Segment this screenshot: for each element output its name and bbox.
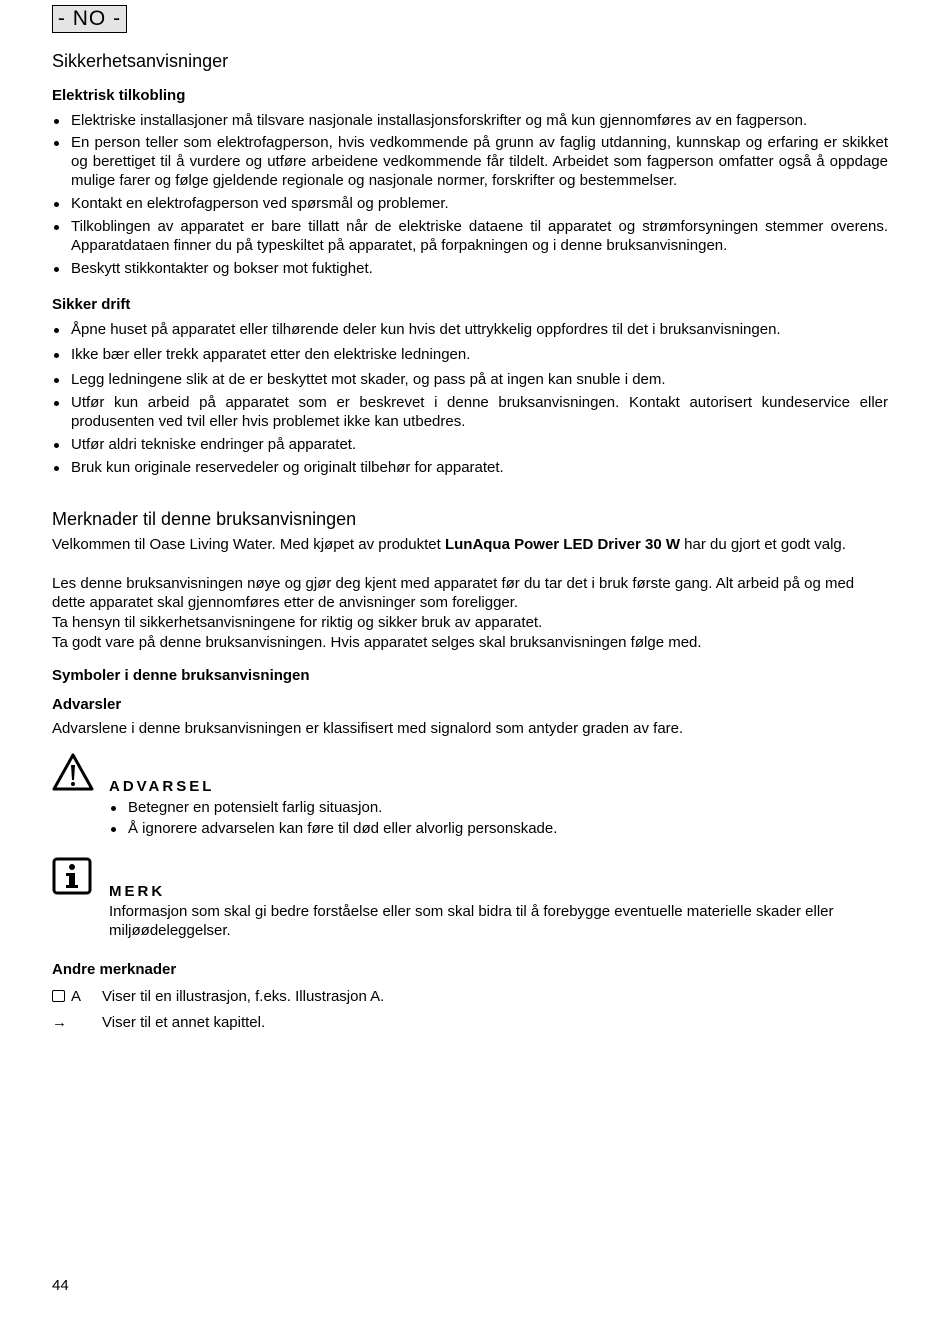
notice-text: Informasjon som skal gi bedre forståelse eller som skal bidra til å forebygge eventuelle materielle skader eller miljøødeleggelser. [109,903,834,939]
list-item: Bruk kun originale reservedeler og originalt tilbehør for apparatet. [52,458,888,477]
list-item: Beskytt stikkontakter og bokser mot fuktighet. [52,259,888,278]
list-item: Åpne huset på apparatet eller tilhørende deler kun hvis det uttrykkelig oppfordres til det i bruksanvisningen. [52,320,888,339]
subsection-title-operation: Sikker drift [52,296,131,313]
arrow-right-icon: → [52,1014,67,1031]
warning-triangle-icon [52,753,94,791]
info-icon [52,857,92,895]
subsection-title-symbols: Symboler i denne bruksanvisningen [52,667,310,684]
illustration-box-icon [52,990,65,1002]
operation-list [52,320,888,477]
reference-text: Viser til en illustrasjon, f.eks. Illustrasjon A. [102,988,385,1005]
subsection-title-warnings: Advarsler [52,696,122,713]
welcome-text-after: har du gjort et godt valg. [680,536,846,553]
language-tag: - NO - [52,5,127,33]
section-title-safety: Sikkerhetsanvisninger [52,51,229,71]
list-item: Betegner en potensielt farlig situasjon. [109,798,889,817]
paragraph-safety-hint: Ta hensyn til sikkerhetsanvisningene for riktig og sikker bruk av apparatet. [52,614,543,631]
welcome-text-before: Velkommen til Oase Living Water. Med kjøpet av produktet [52,536,445,553]
list-item: En person teller som elektrofagperson, hvis vedkommende på grunn av faglig utdanning, kunnskap og erfaring er skikket og berettiget til å vurdere og utføre arbeidene vedkommende får tildelt. Arbeidet som fagperson omfatter også å oppdage mulige farer og følge gjeldende regionale og nasjonale normer, forskrifter og bestemmelser. [52,133,888,190]
subsection-title-electrical: Elektrisk tilkobling [52,87,186,104]
page-number: 44 [52,1277,69,1294]
section-title-notes: Merknader til denne bruksanvisningen [52,509,357,529]
warning-block [109,777,889,838]
notice-block [109,882,889,940]
reference-symbol [52,987,100,1006]
warnings-intro: Advarslene i denne bruksanvisningen er klassifisert med signalord som antyder graden av fare. [52,720,684,737]
warning-signal-word: ADVARSEL [109,778,215,795]
list-item: Utfør aldri tekniske endringer på apparatet. [52,435,888,454]
list-item: Legg ledningene slik at de er beskyttet mot skader, og pass på at ingen kan snuble i dem. [52,370,888,389]
warning-list [109,798,889,838]
welcome-paragraph [52,535,888,554]
electrical-list [52,111,888,278]
notice-signal-word: MERK [109,883,166,900]
list-item: Tilkoblingen av apparatet er bare tillatt når de elektriske dataene til apparatet og strømforsyningen stemmer overens. Apparatdataen finner du på typeskiltet på apparatet, på forpakningen og i denne bruksanvisningen. [52,217,888,255]
paragraph-read-manual: Les denne bruksanvisningen nøye og gjør deg kjent med apparatet før du tar det i bruk første gang. Alt arbeid på og med dette apparatet skal gjennomføres etter de anvisninger som foreligger. [52,575,855,611]
product-name: LunAqua Power LED Driver 30 W [444,536,680,553]
reference-symbol-label: A [71,988,82,1005]
list-item: Å ignorere advarselen kan føre til død eller alvorlig personskade. [109,819,889,838]
list-item: Utfør kun arbeid på apparatet som er beskrevet i denne bruksanvisningen. Kontakt autorisert kundeservice eller produsenten ved tvil eller hvis problemet ikke kan utbedres. [52,393,888,431]
subsection-title-other: Andre merknader [52,961,177,978]
reference-text: Viser til et annet kapittel. [102,1014,266,1031]
reference-row [52,987,652,1006]
reference-row [52,1013,652,1032]
list-item: Ikke bær eller trekk apparatet etter den elektriske ledningen. [52,345,888,364]
paragraph-keep-manual: Ta godt vare på denne bruksanvisningen. Hvis apparatet selges skal bruksanvisningen følge med. [52,634,702,651]
list-item: Elektriske installasjoner må tilsvare nasjonale installasjonsforskrifter og må kun gjennomføres av en fagperson. [52,111,888,130]
list-item: Kontakt en elektrofagperson ved spørsmål og problemer. [52,194,888,213]
